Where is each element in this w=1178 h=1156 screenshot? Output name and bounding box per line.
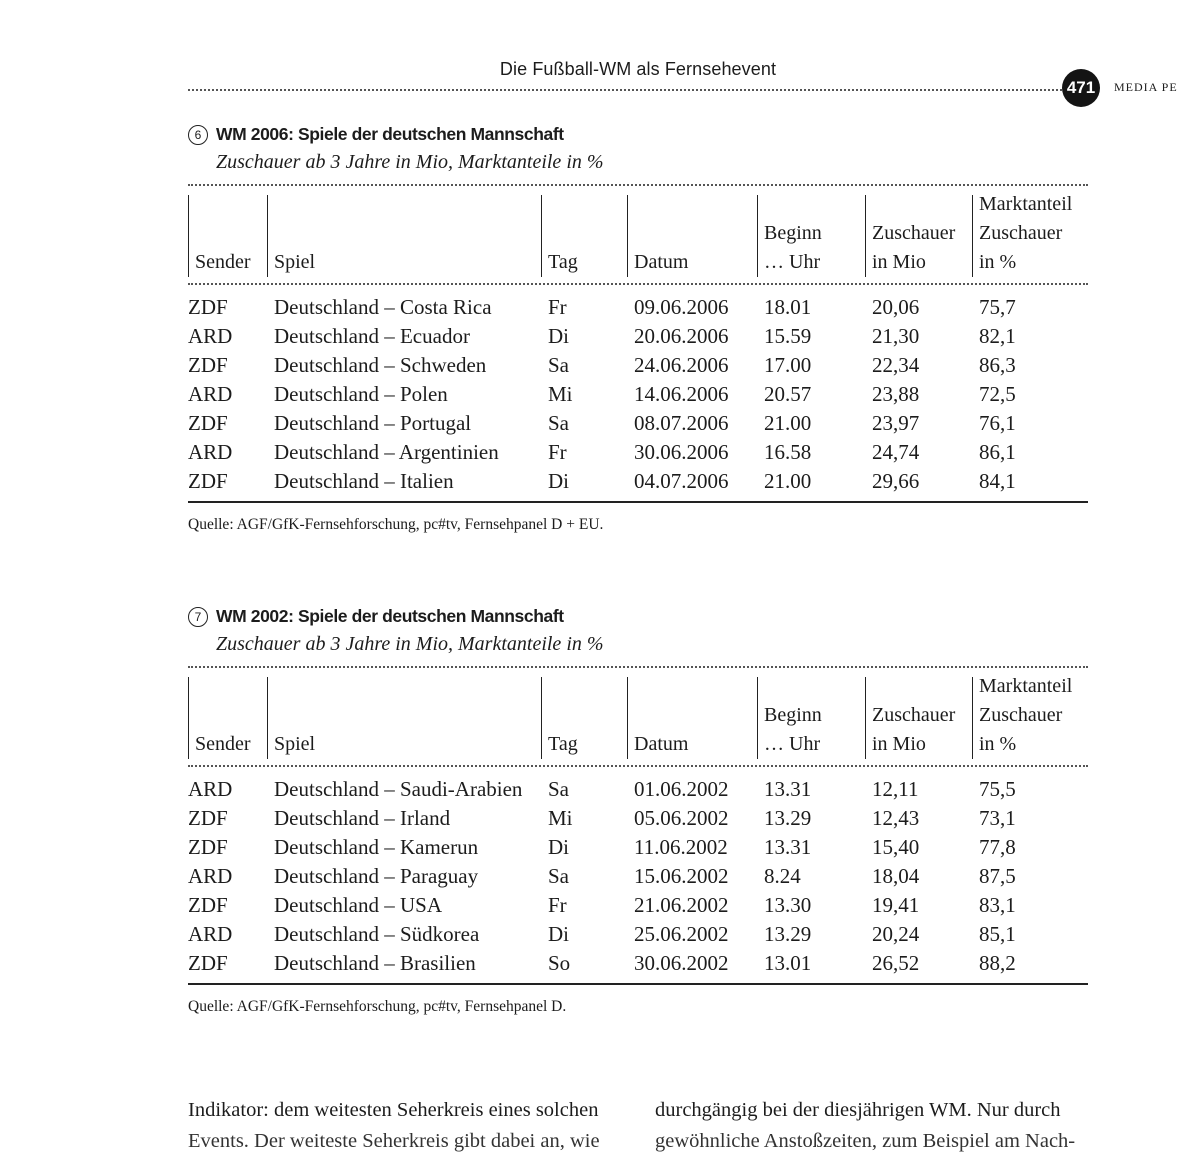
cell-datum: 25.06.2002	[634, 922, 729, 946]
column-header-line: Zuschauer	[872, 222, 956, 244]
column-header-zuschauer	[865, 195, 972, 277]
table-row	[188, 891, 1088, 920]
column-header-line: Beginn	[764, 222, 822, 244]
page-number-badge: 471	[1062, 69, 1100, 107]
cell-tag: Di	[548, 469, 569, 493]
cell-marktanteil: 86,3	[979, 353, 1016, 377]
cell-sender: ARD	[188, 922, 233, 946]
cell-tag: Sa	[548, 353, 569, 377]
column-header-line: Beginn	[764, 704, 822, 726]
cell-spiel: Deutschland – Schweden	[274, 353, 487, 377]
cell-sender: ZDF	[188, 469, 228, 493]
table-subtitle: Zuschauer ab 3 Jahre in Mio, Marktanteile in %	[216, 151, 604, 173]
cell-beginn: 13.01	[764, 951, 812, 975]
column-header-line: Zuschauer	[872, 704, 956, 726]
column-header-line: Spiel	[274, 733, 316, 755]
table-top-rule	[188, 666, 1088, 668]
cell-beginn: 13.29	[764, 922, 812, 946]
header-bottom-rule	[188, 283, 1088, 285]
cell-sender: ARD	[188, 777, 233, 801]
cell-zuschauer: 24,74	[872, 440, 920, 464]
cell-datum: 04.07.2006	[634, 469, 729, 493]
column-header-line: in %	[979, 733, 1017, 755]
column-header-line: Tag	[548, 251, 578, 273]
table-row	[188, 351, 1088, 380]
column-header-line: Spiel	[274, 251, 316, 273]
table-subtitle: Zuschauer ab 3 Jahre in Mio, Marktanteile in %	[216, 633, 604, 655]
cell-sender: ZDF	[188, 411, 228, 435]
table-title	[188, 606, 564, 627]
column-header-line: Zuschauer	[979, 222, 1063, 244]
cell-beginn: 18.01	[764, 295, 812, 319]
cell-zuschauer: 23,97	[872, 411, 920, 435]
cell-beginn: 20.57	[764, 382, 812, 406]
table-row	[188, 833, 1088, 862]
table-row	[188, 293, 1088, 322]
cell-datum: 05.06.2002	[634, 806, 729, 830]
cell-datum: 24.06.2006	[634, 353, 729, 377]
cell-zuschauer: 15,40	[872, 835, 920, 859]
column-header-line: … Uhr	[764, 733, 821, 755]
cell-marktanteil: 86,1	[979, 440, 1016, 464]
table-bottom-rule	[188, 983, 1088, 985]
cell-beginn: 21.00	[764, 411, 812, 435]
cell-marktanteil: 85,1	[979, 922, 1016, 946]
cell-tag: Di	[548, 922, 569, 946]
cell-datum: 20.06.2006	[634, 324, 729, 348]
column-header-line: Datum	[634, 251, 689, 273]
cell-tag: Fr	[548, 295, 567, 319]
cell-beginn: 13.30	[764, 893, 812, 917]
cell-zuschauer: 23,88	[872, 382, 920, 406]
table-title	[188, 124, 564, 145]
column-header-tag	[541, 677, 627, 759]
cell-datum: 30.06.2006	[634, 440, 729, 464]
cell-sender: ZDF	[188, 893, 228, 917]
cell-marktanteil: 84,1	[979, 469, 1016, 493]
body-text-col2-line1: durchgängig bei der diesjährigen WM. Nur durch	[655, 1099, 1061, 1121]
column-header-line: … Uhr	[764, 251, 821, 273]
cell-zuschauer: 12,11	[872, 777, 919, 801]
cell-spiel: Deutschland – Polen	[274, 382, 448, 406]
body-text-col1-line2: Events. Der weiteste Seherkreis gibt dabei an, wie	[188, 1130, 600, 1152]
cell-zuschauer: 12,43	[872, 806, 920, 830]
table-row	[188, 775, 1088, 804]
cell-marktanteil: 77,8	[979, 835, 1016, 859]
cell-marktanteil: 75,7	[979, 295, 1016, 319]
column-header-sender	[188, 195, 267, 277]
cell-sender: ZDF	[188, 295, 228, 319]
cell-sender: ARD	[188, 864, 233, 888]
cell-beginn: 13.29	[764, 806, 812, 830]
cell-marktanteil: 87,5	[979, 864, 1016, 888]
cell-marktanteil: 83,1	[979, 893, 1016, 917]
column-header-marktanteil	[972, 195, 1090, 277]
column-header-spiel	[267, 677, 541, 759]
column-header-line: Tag	[548, 733, 578, 755]
column-header-beginn	[757, 677, 865, 759]
cell-spiel: Deutschland – Irland	[274, 806, 451, 830]
cell-datum: 15.06.2002	[634, 864, 729, 888]
column-header-line: Marktanteil	[979, 193, 1073, 215]
cell-tag: Sa	[548, 864, 569, 888]
cell-marktanteil: 82,1	[979, 324, 1016, 348]
cell-spiel: Deutschland – Saudi-Arabien	[274, 777, 523, 801]
body-text-col1-line1: Indikator: dem weitesten Seherkreis eines solchen	[188, 1099, 599, 1121]
table-title-text: WM 2006: Spiele der deutschen Mannschaft	[216, 124, 564, 144]
cell-tag: Mi	[548, 806, 573, 830]
cell-tag: Di	[548, 324, 569, 348]
cell-sender: ZDF	[188, 806, 228, 830]
table-row	[188, 862, 1088, 891]
cell-sender: ZDF	[188, 951, 228, 975]
cell-spiel: Deutschland – Costa Rica	[274, 295, 492, 319]
column-header-line: in Mio	[872, 251, 926, 273]
column-header-spiel	[267, 195, 541, 277]
cell-tag: Sa	[548, 411, 569, 435]
cell-sender: ZDF	[188, 835, 228, 859]
cell-datum: 09.06.2006	[634, 295, 729, 319]
cell-sender: ARD	[188, 440, 233, 464]
cell-zuschauer: 20,06	[872, 295, 920, 319]
cell-zuschauer: 26,52	[872, 951, 920, 975]
table-number-circle: 6	[188, 125, 208, 145]
table-top-rule	[188, 184, 1088, 186]
cell-datum: 21.06.2002	[634, 893, 729, 917]
cell-datum: 11.06.2002	[634, 835, 728, 859]
cell-tag: Mi	[548, 382, 573, 406]
table-title-text: WM 2002: Spiele der deutschen Mannschaft	[216, 606, 564, 626]
column-header-line: Zuschauer	[979, 704, 1063, 726]
cell-datum: 14.06.2006	[634, 382, 729, 406]
cell-beginn: 15.59	[764, 324, 812, 348]
cell-zuschauer: 22,34	[872, 353, 920, 377]
cell-sender: ARD	[188, 324, 233, 348]
cell-beginn: 13.31	[764, 835, 812, 859]
cell-marktanteil: 73,1	[979, 806, 1016, 830]
cell-datum: 30.06.2002	[634, 951, 729, 975]
cell-tag: Fr	[548, 893, 567, 917]
magazine-name: MEDIA PE	[1114, 80, 1178, 94]
column-header-beginn	[757, 195, 865, 277]
cell-spiel: Deutschland – Brasilien	[274, 951, 476, 975]
cell-zuschauer: 20,24	[872, 922, 920, 946]
cell-beginn: 8.24	[764, 864, 801, 888]
column-header-tag	[541, 195, 627, 277]
cell-tag: Di	[548, 835, 569, 859]
cell-zuschauer: 29,66	[872, 469, 920, 493]
table-row	[188, 409, 1088, 438]
cell-zuschauer: 18,04	[872, 864, 920, 888]
body-text-col2-line2: gewöhnliche Anstoßzeiten, zum Beispiel am Nach-	[655, 1130, 1076, 1152]
cell-beginn: 16.58	[764, 440, 812, 464]
cell-beginn: 21.00	[764, 469, 812, 493]
running-title: Die Fußball-WM als Fernsehevent	[499, 59, 777, 79]
cell-tag: So	[548, 951, 571, 975]
table-source-note: Quelle: AGF/GfK-Fernsehforschung, pc#tv, Fernsehpanel D + EU.	[188, 516, 604, 533]
column-header-datum	[627, 677, 757, 759]
table-source-note: Quelle: AGF/GfK-Fernsehforschung, pc#tv, Fernsehpanel D.	[188, 998, 567, 1015]
cell-beginn: 17.00	[764, 353, 812, 377]
cell-marktanteil: 72,5	[979, 382, 1016, 406]
column-header-line: Marktanteil	[979, 675, 1073, 697]
cell-spiel: Deutschland – Kamerun	[274, 835, 479, 859]
cell-sender: ZDF	[188, 353, 228, 377]
table-row	[188, 467, 1088, 496]
table-row	[188, 380, 1088, 409]
cell-spiel: Deutschland – Italien	[274, 469, 454, 493]
column-header-marktanteil	[972, 677, 1090, 759]
table-bottom-rule	[188, 501, 1088, 503]
column-header-line: in %	[979, 251, 1017, 273]
cell-zuschauer: 21,30	[872, 324, 920, 348]
column-header-line: Sender	[195, 733, 251, 755]
cell-beginn: 13.31	[764, 777, 812, 801]
column-header-datum	[627, 195, 757, 277]
column-header-line: Datum	[634, 733, 689, 755]
cell-tag: Sa	[548, 777, 569, 801]
table-row	[188, 438, 1088, 467]
cell-spiel: Deutschland – Ecuador	[274, 324, 470, 348]
column-header-line: Sender	[195, 251, 251, 273]
cell-spiel: Deutschland – Argentinien	[274, 440, 499, 464]
table-row	[188, 949, 1088, 978]
table-row	[188, 920, 1088, 949]
cell-spiel: Deutschland – USA	[274, 893, 442, 917]
cell-datum: 08.07.2006	[634, 411, 729, 435]
cell-sender: ARD	[188, 382, 233, 406]
table-number-circle: 7	[188, 607, 208, 627]
cell-spiel: Deutschland – Südkorea	[274, 922, 480, 946]
cell-spiel: Deutschland – Portugal	[274, 411, 472, 435]
header-bottom-rule	[188, 765, 1088, 767]
cell-marktanteil: 88,2	[979, 951, 1016, 975]
column-header-zuschauer	[865, 677, 972, 759]
column-header-line: in Mio	[872, 733, 926, 755]
table-row	[188, 322, 1088, 351]
cell-spiel: Deutschland – Paraguay	[274, 864, 479, 888]
cell-tag: Fr	[548, 440, 567, 464]
cell-datum: 01.06.2002	[634, 777, 729, 801]
cell-zuschauer: 19,41	[872, 893, 920, 917]
running-title-rule	[188, 89, 1062, 91]
cell-marktanteil: 75,5	[979, 777, 1016, 801]
column-header-sender	[188, 677, 267, 759]
cell-marktanteil: 76,1	[979, 411, 1016, 435]
table-row	[188, 804, 1088, 833]
